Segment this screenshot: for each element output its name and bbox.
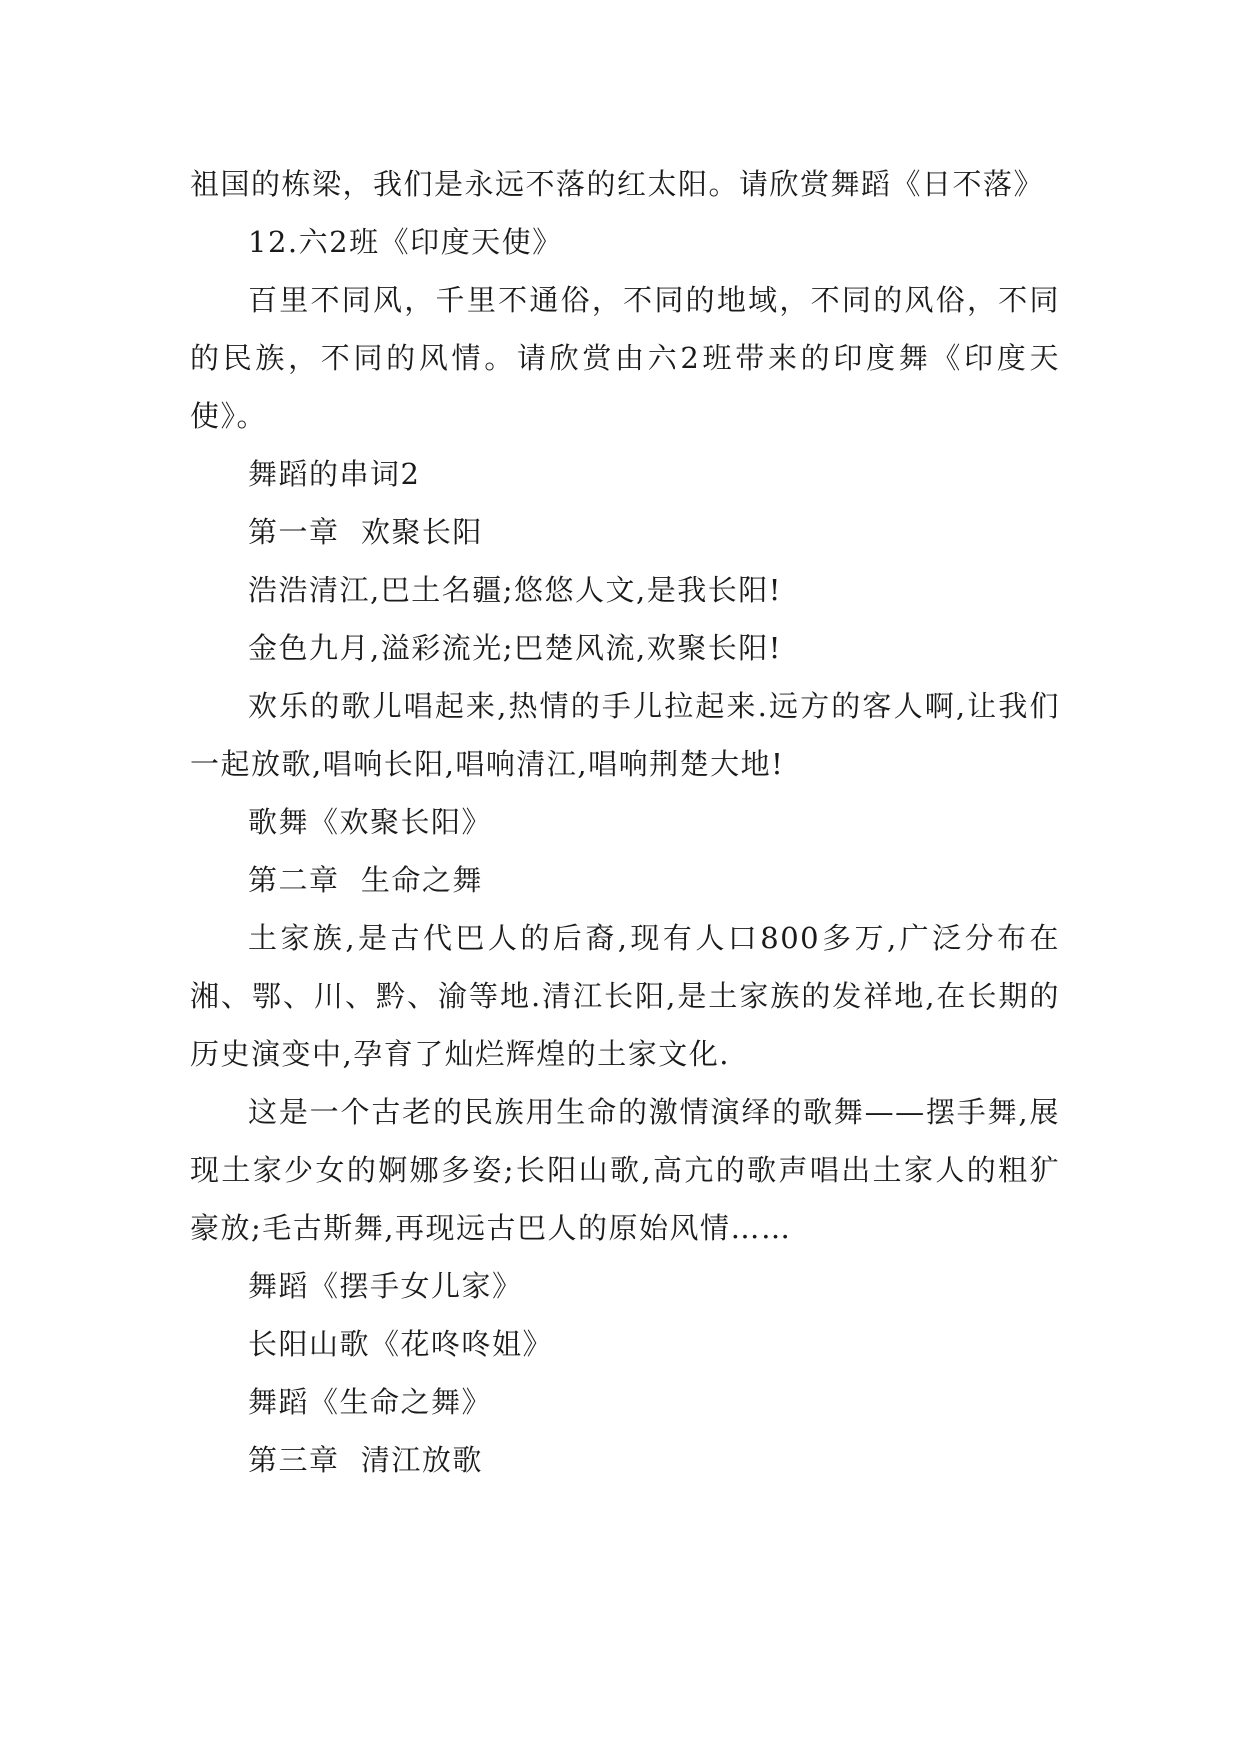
chapter-heading: 第二章 生命之舞 bbox=[248, 863, 483, 897]
paragraph: 土家族,是古代巴人的后裔,现有人口800多万,广泛分布在湘、鄂、川、黔、渝等地.清江长阳,是土家族的发祥地,在长期的历史演变中,孕育了灿烂辉煌的土家文化. bbox=[190, 921, 1060, 1071]
paragraph: 浩浩清江,巴土名疆;悠悠人文,是我长阳! bbox=[248, 573, 782, 607]
section-title: 舞蹈的串词2 bbox=[248, 457, 421, 491]
program-item: 长阳山歌《花咚咚姐》 bbox=[248, 1327, 554, 1361]
program-item: 歌舞《欢聚长阳》 bbox=[248, 805, 493, 839]
paragraph-continuation: 祖国的栋梁，我们是永远不落的红太阳。请欣赏舞蹈《日不落》 bbox=[190, 167, 1045, 201]
chapter-heading: 第三章 清江放歌 bbox=[248, 1443, 483, 1477]
program-item: 舞蹈《生命之舞》 bbox=[248, 1385, 493, 1419]
chapter-heading: 第一章 欢聚长阳 bbox=[248, 515, 483, 549]
paragraph: 金色九月,溢彩流光;巴楚风流,欢聚长阳! bbox=[248, 631, 782, 665]
document-body bbox=[190, 155, 1060, 1489]
program-item-heading: 12.六2班《印度天使》 bbox=[248, 225, 563, 259]
program-item: 舞蹈《摆手女儿家》 bbox=[248, 1269, 523, 1303]
paragraph: 欢乐的歌儿唱起来,热情的手儿拉起来.远方的客人啊,让我们一起放歌,唱响长阳,唱响清江,唱响荆楚大地! bbox=[190, 689, 1060, 781]
paragraph: 这是一个古老的民族用生命的激情演绎的歌舞——摆手舞,展现土家少女的婀娜多姿;长阳山歌,高亢的歌声唱出土家人的粗犷豪放;毛古斯舞,再现远古巴人的原始风情…… bbox=[190, 1095, 1060, 1245]
paragraph: 百里不同风，千里不通俗，不同的地域，不同的风俗，不同的民族，不同的风情。请欣赏由六2班带来的印度舞《印度天使》。 bbox=[190, 283, 1060, 433]
